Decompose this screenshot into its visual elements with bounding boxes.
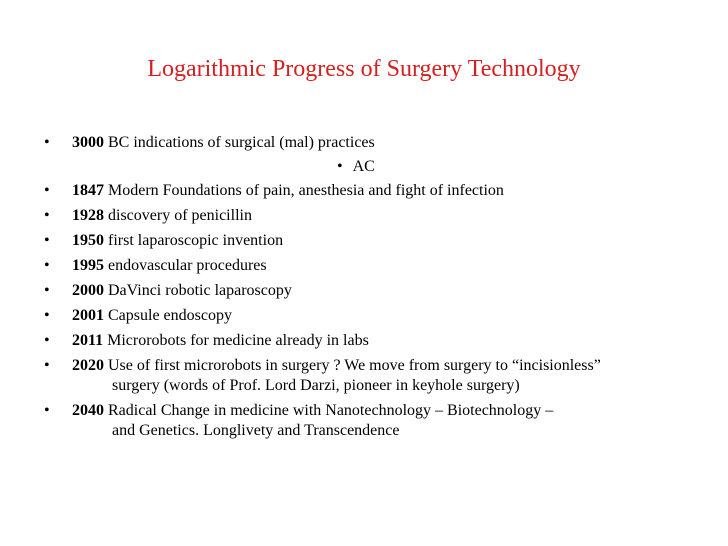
bullet: • xyxy=(44,357,50,374)
item-continuation: surgery (words of Prof. Lord Darzi, pioneer in keyhole surgery) xyxy=(112,377,520,394)
ac-label: AC xyxy=(352,158,375,175)
year-label: 2011 xyxy=(72,332,104,349)
bullet: • xyxy=(44,282,50,299)
item-text: discovery of penicillin xyxy=(104,207,252,224)
item-text: DaVinci robotic laparoscopy xyxy=(104,282,292,299)
item-text: first laparoscopic invention xyxy=(104,232,284,249)
item-text: BC indications of surgical (mal) practices xyxy=(104,134,375,151)
bullet: • xyxy=(44,402,50,419)
year-label: 2001 xyxy=(72,307,104,324)
slide-title: Logarithmic Progress of Surgery Technology xyxy=(147,56,581,82)
bullet: • xyxy=(337,158,343,175)
year-label: 2000 xyxy=(72,282,104,299)
bullet: • xyxy=(44,257,50,274)
bullet: • xyxy=(44,182,50,199)
item-text: endovascular procedures xyxy=(104,257,267,274)
bullet: • xyxy=(44,207,50,224)
year-label: 1928 xyxy=(72,207,104,224)
bullet: • xyxy=(44,332,50,349)
item-continuation: and Genetics. Longlivety and Transcendence xyxy=(112,422,400,439)
item-text: Capsule endoscopy xyxy=(104,307,232,324)
year-label: 2020 xyxy=(72,357,104,374)
item-text: Use of first microrobots in surgery ? We move from surgery to “incisionless” xyxy=(104,357,601,374)
item-text: Modern Foundations of pain, anesthesia and fight of infection xyxy=(104,182,504,199)
item-text: Radical Change in medicine with Nanotechnology – Biotechnology – xyxy=(104,402,554,419)
year-label: 1950 xyxy=(72,232,104,249)
bullet: • xyxy=(44,134,50,151)
bullet: • xyxy=(44,232,50,249)
year-label: 1847 xyxy=(72,182,104,199)
item-text: Microrobots for medicine already in labs xyxy=(103,332,369,349)
year-label: 1995 xyxy=(72,257,104,274)
ac-sublist-item xyxy=(337,157,375,177)
bullet: • xyxy=(44,307,50,324)
year-label: 2040 xyxy=(72,402,104,419)
year-label: 3000 xyxy=(72,134,104,151)
